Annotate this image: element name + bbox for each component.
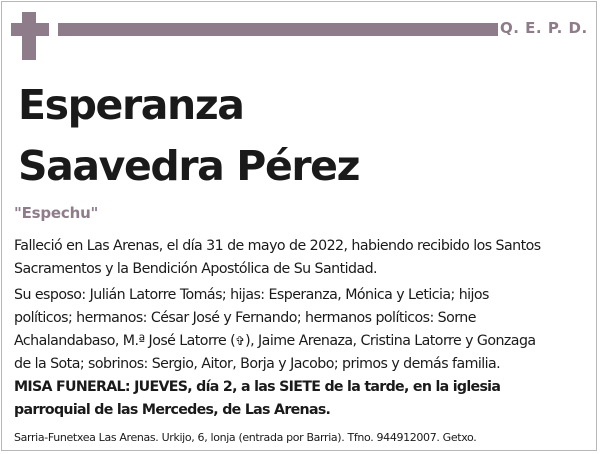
deceased-surnames: Saavedra Pérez [18,142,360,190]
text-segment: ), Jaime Arenaza, Cristina Latorre y Gonzaga [245,333,536,349]
death-announcement-paragraph [14,235,590,281]
funeral-mass-paragraph [14,376,590,422]
text-line: Sacramentos y la Bendición Apostólica de Su Santidad. [14,261,378,277]
funeral-home-footer: Sarria-Funetxea Las Arenas. Urkijo, 6, lonja (entrada por Barria). Tfno. 944912007. Getxo. [14,431,477,444]
text-line: políticos; hermanos: César José y Fernando; hermanos políticos: Sorne [14,310,476,326]
family-paragraph [14,284,590,376]
text-line: Su esposo: Julián Latorre Tomás; hijas: Esperanza, Mónica y Leticia; hijos [14,287,489,303]
text-segment: Achalandabaso, M.ª José Latorre ( [14,333,236,349]
text-line: de la Sota; sobrinos: Sergio, Aitor, Borja y Jacobo; primos y demás familia. [14,356,501,372]
text-line [14,330,590,353]
qepd-label: Q. E. P. D. [500,19,588,37]
cross-icon [22,12,36,60]
text-line: parroquial de las Mercedes, de Las Arenas. [14,402,331,418]
deceased-cross-icon: ✞ [235,334,246,348]
nickname: "Espechu" [14,204,99,222]
cross-icon-arm [11,23,49,36]
header-rule [58,23,498,36]
deceased-first-name: Esperanza [18,81,244,129]
text-line: MISA FUNERAL: JUEVES, día 2, a las SIETE de la tarde, en la iglesia [14,379,501,395]
text-line: Falleció en Las Arenas, el día 31 de mayo de 2022, habiendo recibido los Santos [14,238,541,254]
